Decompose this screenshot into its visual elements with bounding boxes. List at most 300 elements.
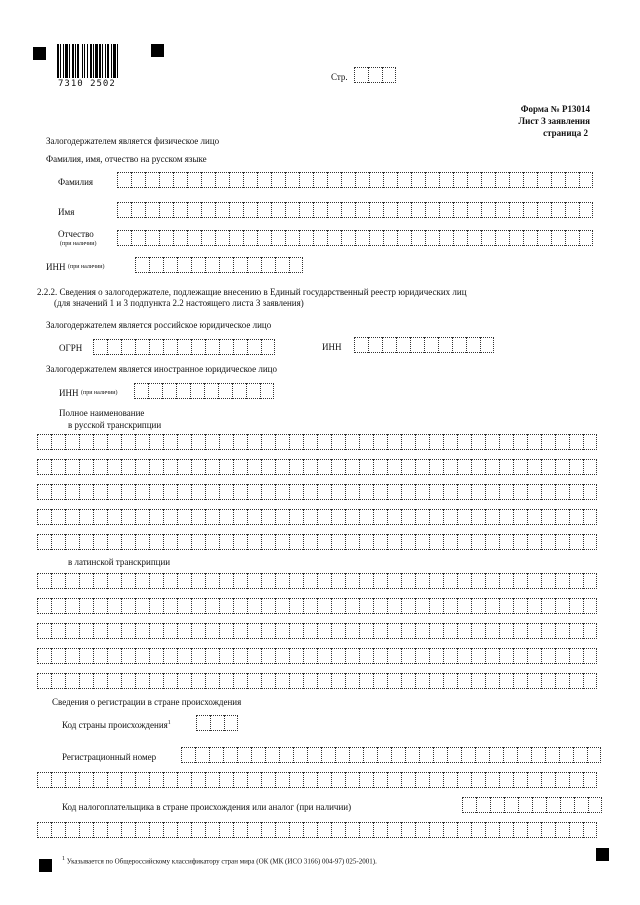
input-cell[interactable] (429, 623, 443, 639)
input-cell[interactable] (159, 202, 173, 218)
input-cell[interactable] (233, 509, 247, 525)
input-cell[interactable] (191, 822, 205, 838)
input-cell[interactable] (79, 573, 93, 589)
input-cell[interactable] (583, 534, 597, 550)
input-cell[interactable] (149, 257, 163, 273)
input-cell[interactable] (373, 509, 387, 525)
input-cell[interactable] (541, 459, 555, 475)
input-cell[interactable] (149, 509, 163, 525)
input-cell[interactable] (429, 648, 443, 664)
input-cell[interactable] (467, 230, 481, 246)
input-cell[interactable] (163, 598, 177, 614)
input-cell[interactable] (135, 822, 149, 838)
input-cell[interactable] (457, 534, 471, 550)
input-cell[interactable] (303, 623, 317, 639)
input-cell[interactable] (373, 459, 387, 475)
input-cell[interactable] (107, 339, 121, 355)
input-cell[interactable] (331, 623, 345, 639)
input-cell[interactable] (37, 573, 51, 589)
input-cell[interactable] (275, 534, 289, 550)
input-cell[interactable] (261, 257, 275, 273)
input-cell[interactable] (415, 509, 429, 525)
input-cell[interactable] (341, 202, 355, 218)
input-cell[interactable] (65, 534, 79, 550)
input-cell[interactable] (131, 172, 145, 188)
input-cell[interactable] (317, 509, 331, 525)
input-cell[interactable] (345, 509, 359, 525)
input-cell[interactable] (135, 598, 149, 614)
input-cell[interactable] (443, 573, 457, 589)
input-cell[interactable] (149, 772, 163, 788)
input-cell[interactable] (210, 715, 224, 731)
reg-number-row-1[interactable] (181, 747, 601, 763)
individual-inn-field[interactable] (135, 257, 303, 273)
input-cell[interactable] (415, 534, 429, 550)
input-cell[interactable] (345, 673, 359, 689)
input-cell[interactable] (107, 822, 121, 838)
input-cell[interactable] (569, 598, 583, 614)
input-cell[interactable] (275, 598, 289, 614)
input-cell[interactable] (135, 509, 149, 525)
input-cell[interactable] (555, 534, 569, 550)
input-cell[interactable] (163, 484, 177, 500)
input-cell[interactable] (51, 434, 65, 450)
input-cell[interactable] (181, 747, 195, 763)
latin-name-row-2[interactable] (37, 598, 597, 614)
input-cell[interactable] (317, 573, 331, 589)
input-cell[interactable] (260, 383, 274, 399)
input-cell[interactable] (205, 509, 219, 525)
input-cell[interactable] (415, 434, 429, 450)
input-cell[interactable] (481, 230, 495, 246)
input-cell[interactable] (187, 172, 201, 188)
input-cell[interactable] (191, 534, 205, 550)
input-cell[interactable] (411, 230, 425, 246)
input-cell[interactable] (368, 67, 382, 83)
input-cell[interactable] (93, 673, 107, 689)
input-cell[interactable] (331, 598, 345, 614)
input-cell[interactable] (443, 772, 457, 788)
input-cell[interactable] (499, 434, 513, 450)
input-cell[interactable] (466, 337, 480, 353)
input-cell[interactable] (345, 484, 359, 500)
input-cell[interactable] (401, 623, 415, 639)
input-cell[interactable] (289, 573, 303, 589)
input-cell[interactable] (527, 648, 541, 664)
input-cell[interactable] (191, 484, 205, 500)
input-cell[interactable] (335, 747, 349, 763)
input-cell[interactable] (457, 772, 471, 788)
input-cell[interactable] (551, 172, 565, 188)
input-cell[interactable] (387, 648, 401, 664)
input-cell[interactable] (299, 172, 313, 188)
input-cell[interactable] (531, 747, 545, 763)
input-cell[interactable] (509, 172, 523, 188)
input-cell[interactable] (485, 573, 499, 589)
input-cell[interactable] (219, 434, 233, 450)
input-cell[interactable] (246, 383, 260, 399)
input-cell[interactable] (569, 484, 583, 500)
input-cell[interactable] (317, 648, 331, 664)
input-cell[interactable] (51, 648, 65, 664)
input-cell[interactable] (579, 202, 593, 218)
input-cell[interactable] (65, 772, 79, 788)
input-cell[interactable] (135, 648, 149, 664)
input-cell[interactable] (321, 747, 335, 763)
input-cell[interactable] (523, 230, 537, 246)
input-cell[interactable] (37, 772, 51, 788)
input-cell[interactable] (117, 230, 131, 246)
input-cell[interactable] (107, 434, 121, 450)
input-cell[interactable] (499, 822, 513, 838)
input-cell[interactable] (541, 772, 555, 788)
input-cell[interactable] (229, 202, 243, 218)
input-cell[interactable] (439, 230, 453, 246)
input-cell[interactable] (243, 202, 257, 218)
input-cell[interactable] (317, 598, 331, 614)
input-cell[interactable] (121, 534, 135, 550)
input-cell[interactable] (219, 623, 233, 639)
input-cell[interactable] (204, 383, 218, 399)
input-cell[interactable] (163, 339, 177, 355)
input-cell[interactable] (401, 484, 415, 500)
input-cell[interactable] (289, 648, 303, 664)
input-cell[interactable] (513, 598, 527, 614)
input-cell[interactable] (559, 747, 573, 763)
input-cell[interactable] (261, 484, 275, 500)
input-cell[interactable] (247, 509, 261, 525)
input-cell[interactable] (289, 598, 303, 614)
input-cell[interactable] (345, 573, 359, 589)
input-cell[interactable] (135, 339, 149, 355)
input-cell[interactable] (261, 459, 275, 475)
input-cell[interactable] (467, 172, 481, 188)
input-cell[interactable] (583, 822, 597, 838)
input-cell[interactable] (480, 337, 494, 353)
input-cell[interactable] (233, 772, 247, 788)
input-cell[interactable] (135, 772, 149, 788)
input-cell[interactable] (331, 772, 345, 788)
input-cell[interactable] (429, 459, 443, 475)
input-cell[interactable] (313, 230, 327, 246)
input-cell[interactable] (93, 623, 107, 639)
input-cell[interactable] (373, 822, 387, 838)
input-cell[interactable] (587, 747, 601, 763)
input-cell[interactable] (173, 172, 187, 188)
input-cell[interactable] (107, 573, 121, 589)
input-cell[interactable] (65, 648, 79, 664)
input-cell[interactable] (117, 202, 131, 218)
input-cell[interactable] (149, 648, 163, 664)
input-cell[interactable] (205, 598, 219, 614)
input-cell[interactable] (191, 673, 205, 689)
input-cell[interactable] (247, 339, 261, 355)
input-cell[interactable] (307, 747, 321, 763)
input-cell[interactable] (569, 623, 583, 639)
input-cell[interactable] (173, 230, 187, 246)
input-cell[interactable] (527, 623, 541, 639)
input-cell[interactable] (261, 434, 275, 450)
input-cell[interactable] (429, 434, 443, 450)
input-cell[interactable] (574, 797, 588, 813)
input-cell[interactable] (79, 772, 93, 788)
input-cell[interactable] (475, 747, 489, 763)
input-cell[interactable] (201, 172, 215, 188)
input-cell[interactable] (93, 484, 107, 500)
input-cell[interactable] (121, 772, 135, 788)
input-cell[interactable] (205, 339, 219, 355)
input-cell[interactable] (467, 202, 481, 218)
input-cell[interactable] (583, 434, 597, 450)
input-cell[interactable] (177, 257, 191, 273)
input-cell[interactable] (233, 459, 247, 475)
input-cell[interactable] (135, 623, 149, 639)
input-cell[interactable] (271, 230, 285, 246)
input-cell[interactable] (537, 230, 551, 246)
input-cell[interactable] (163, 257, 177, 273)
input-cell[interactable] (149, 534, 163, 550)
input-cell[interactable] (387, 673, 401, 689)
input-cell[interactable] (447, 747, 461, 763)
input-cell[interactable] (387, 434, 401, 450)
input-cell[interactable] (279, 747, 293, 763)
input-cell[interactable] (401, 822, 415, 838)
input-cell[interactable] (149, 598, 163, 614)
surname-field[interactable] (117, 172, 593, 188)
input-cell[interactable] (331, 534, 345, 550)
input-cell[interactable] (499, 648, 513, 664)
input-cell[interactable] (401, 598, 415, 614)
input-cell[interactable] (457, 484, 471, 500)
input-cell[interactable] (499, 673, 513, 689)
input-cell[interactable] (205, 772, 219, 788)
input-cell[interactable] (345, 598, 359, 614)
input-cell[interactable] (135, 484, 149, 500)
input-cell[interactable] (275, 484, 289, 500)
input-cell[interactable] (215, 230, 229, 246)
input-cell[interactable] (373, 534, 387, 550)
input-cell[interactable] (229, 230, 243, 246)
input-cell[interactable] (121, 648, 135, 664)
input-cell[interactable] (541, 673, 555, 689)
input-cell[interactable] (247, 257, 261, 273)
input-cell[interactable] (569, 673, 583, 689)
input-cell[interactable] (107, 509, 121, 525)
input-cell[interactable] (205, 434, 219, 450)
input-cell[interactable] (415, 648, 429, 664)
input-cell[interactable] (148, 383, 162, 399)
input-cell[interactable] (233, 484, 247, 500)
input-cell[interactable] (355, 230, 369, 246)
input-cell[interactable] (373, 772, 387, 788)
input-cell[interactable] (233, 673, 247, 689)
input-cell[interactable] (513, 434, 527, 450)
input-cell[interactable] (485, 484, 499, 500)
input-cell[interactable] (359, 822, 373, 838)
input-cell[interactable] (187, 230, 201, 246)
input-cell[interactable] (224, 715, 238, 731)
input-cell[interactable] (177, 434, 191, 450)
input-cell[interactable] (177, 509, 191, 525)
input-cell[interactable] (443, 673, 457, 689)
input-cell[interactable] (233, 257, 247, 273)
input-cell[interactable] (243, 230, 257, 246)
input-cell[interactable] (415, 598, 429, 614)
input-cell[interactable] (233, 434, 247, 450)
input-cell[interactable] (513, 772, 527, 788)
input-cell[interactable] (345, 772, 359, 788)
input-cell[interactable] (275, 434, 289, 450)
input-cell[interactable] (149, 434, 163, 450)
input-cell[interactable] (107, 772, 121, 788)
input-cell[interactable] (271, 202, 285, 218)
input-cell[interactable] (518, 797, 532, 813)
input-cell[interactable] (509, 230, 523, 246)
input-cell[interactable] (583, 772, 597, 788)
input-cell[interactable] (387, 822, 401, 838)
input-cell[interactable] (387, 459, 401, 475)
input-cell[interactable] (443, 623, 457, 639)
input-cell[interactable] (499, 534, 513, 550)
input-cell[interactable] (163, 534, 177, 550)
input-cell[interactable] (527, 484, 541, 500)
input-cell[interactable] (229, 172, 243, 188)
input-cell[interactable] (93, 339, 107, 355)
input-cell[interactable] (555, 459, 569, 475)
input-cell[interactable] (383, 230, 397, 246)
latin-name-row-3[interactable] (37, 623, 597, 639)
input-cell[interactable] (485, 772, 499, 788)
input-cell[interactable] (349, 747, 363, 763)
input-cell[interactable] (541, 484, 555, 500)
input-cell[interactable] (121, 623, 135, 639)
input-cell[interactable] (425, 230, 439, 246)
input-cell[interactable] (313, 172, 327, 188)
input-cell[interactable] (163, 648, 177, 664)
input-cell[interactable] (583, 459, 597, 475)
input-cell[interactable] (411, 202, 425, 218)
input-cell[interactable] (187, 202, 201, 218)
input-cell[interactable] (205, 623, 219, 639)
input-cell[interactable] (569, 534, 583, 550)
input-cell[interactable] (457, 434, 471, 450)
input-cell[interactable] (205, 534, 219, 550)
input-cell[interactable] (513, 459, 527, 475)
input-cell[interactable] (177, 534, 191, 550)
input-cell[interactable] (513, 623, 527, 639)
input-cell[interactable] (117, 172, 131, 188)
input-cell[interactable] (331, 673, 345, 689)
input-cell[interactable] (191, 623, 205, 639)
input-cell[interactable] (369, 172, 383, 188)
input-cell[interactable] (79, 534, 93, 550)
input-cell[interactable] (485, 434, 499, 450)
input-cell[interactable] (177, 339, 191, 355)
input-cell[interactable] (303, 484, 317, 500)
input-cell[interactable] (51, 509, 65, 525)
input-cell[interactable] (551, 202, 565, 218)
input-cell[interactable] (303, 509, 317, 525)
input-cell[interactable] (476, 797, 490, 813)
input-cell[interactable] (289, 822, 303, 838)
input-cell[interactable] (359, 509, 373, 525)
input-cell[interactable] (429, 772, 443, 788)
ogrn-field[interactable] (93, 339, 275, 355)
input-cell[interactable] (569, 434, 583, 450)
input-cell[interactable] (219, 573, 233, 589)
input-cell[interactable] (177, 673, 191, 689)
input-cell[interactable] (93, 772, 107, 788)
input-cell[interactable] (257, 202, 271, 218)
input-cell[interactable] (373, 573, 387, 589)
input-cell[interactable] (569, 772, 583, 788)
input-cell[interactable] (289, 673, 303, 689)
input-cell[interactable] (159, 172, 173, 188)
input-cell[interactable] (275, 772, 289, 788)
input-cell[interactable] (37, 509, 51, 525)
input-cell[interactable] (527, 509, 541, 525)
input-cell[interactable] (191, 459, 205, 475)
input-cell[interactable] (555, 772, 569, 788)
input-cell[interactable] (359, 459, 373, 475)
input-cell[interactable] (275, 822, 289, 838)
input-cell[interactable] (359, 673, 373, 689)
input-cell[interactable] (299, 202, 313, 218)
input-cell[interactable] (499, 459, 513, 475)
input-cell[interactable] (134, 383, 148, 399)
input-cell[interactable] (355, 172, 369, 188)
input-cell[interactable] (457, 623, 471, 639)
input-cell[interactable] (135, 534, 149, 550)
input-cell[interactable] (471, 822, 485, 838)
input-cell[interactable] (341, 172, 355, 188)
input-cell[interactable] (289, 257, 303, 273)
input-cell[interactable] (219, 509, 233, 525)
input-cell[interactable] (569, 822, 583, 838)
input-cell[interactable] (163, 434, 177, 450)
input-cell[interactable] (219, 772, 233, 788)
input-cell[interactable] (65, 459, 79, 475)
input-cell[interactable] (443, 509, 457, 525)
input-cell[interactable] (177, 772, 191, 788)
input-cell[interactable] (401, 772, 415, 788)
input-cell[interactable] (382, 337, 396, 353)
input-cell[interactable] (289, 434, 303, 450)
input-cell[interactable] (215, 202, 229, 218)
input-cell[interactable] (429, 534, 443, 550)
input-cell[interactable] (354, 67, 368, 83)
input-cell[interactable] (527, 598, 541, 614)
latin-name-row-4[interactable] (37, 648, 597, 664)
input-cell[interactable] (303, 822, 317, 838)
input-cell[interactable] (275, 573, 289, 589)
input-cell[interactable] (401, 434, 415, 450)
input-cell[interactable] (368, 337, 382, 353)
input-cell[interactable] (247, 772, 261, 788)
input-cell[interactable] (545, 747, 559, 763)
input-cell[interactable] (190, 383, 204, 399)
input-cell[interactable] (121, 822, 135, 838)
input-cell[interactable] (485, 822, 499, 838)
input-cell[interactable] (453, 202, 467, 218)
input-cell[interactable] (135, 459, 149, 475)
input-cell[interactable] (331, 648, 345, 664)
input-cell[interactable] (51, 534, 65, 550)
input-cell[interactable] (65, 598, 79, 614)
input-cell[interactable] (261, 598, 275, 614)
input-cell[interactable] (429, 484, 443, 500)
input-cell[interactable] (541, 623, 555, 639)
